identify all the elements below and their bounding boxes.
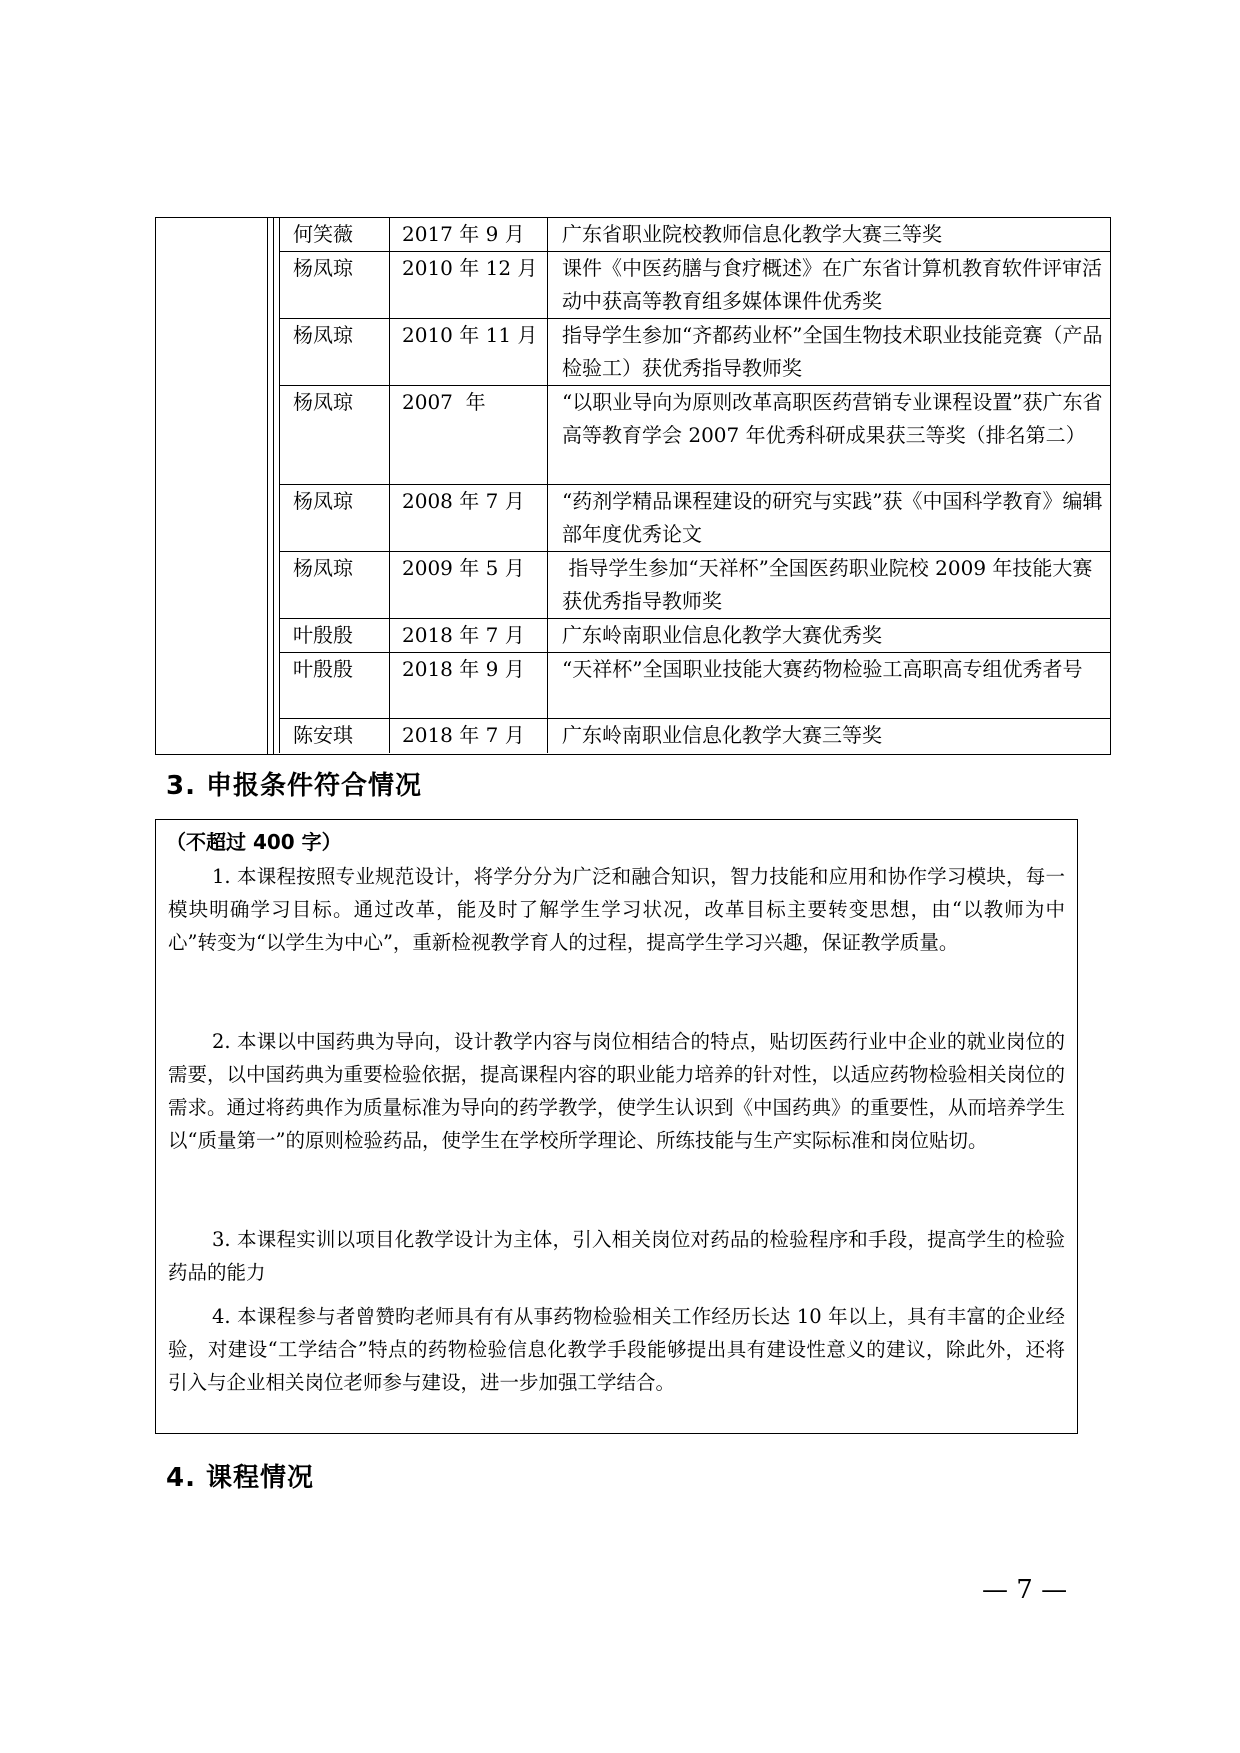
award-date: 2010 年 11 月 — [390, 319, 548, 386]
award-date: 2017 年 9 月 — [390, 218, 548, 252]
award-description: 广东岭南职业信息化教学大赛三等奖 — [548, 719, 1111, 753]
page-number: — 7 — — [982, 1575, 1068, 1605]
award-description: 课件《中医药膳与食疗概述》在广东省计算机教育软件评审活动中获高等教育组多媒体课件优秀奖 — [548, 252, 1111, 319]
award-date: 2018 年 7 月 — [390, 719, 548, 753]
award-description: 指导学生参加“齐都药业杯”全国生物技术职业技能竞赛（产品检验工）获优秀指导教师奖 — [548, 319, 1111, 386]
paragraph-2: 2. 本课以中国药典为导向，设计教学内容与岗位相结合的特点，贴切医药行业中企业的就业岗位的需要，以中国药典为重要检验依据，提高课程内容的职业能力培养的针对性，以适应药物检验相关岗位的需求。通过将药典作为质量标准为导向的药学教学，使学生认识到《中国药典》的重要性，从而培养学生以“质量第一”的原则检验药品，使学生在学校所学理论、所练技能与生产实际标准和岗位贴切。 — [168, 1030, 1066, 1152]
award-name: 陈安琪 — [280, 719, 390, 753]
paragraph-4: 4. 本课程参与者曾赞昀老师具有有从事药物检验相关工作经历长达 10 年以上，具有丰富的企业经验，对建设“工学结合”特点的药物检验信息化教学手段能够提出具有建设性意义的建议，除此外，还将引入与企业相关岗位老师参与建设，进一步加强工学结合。 — [168, 1305, 1065, 1394]
table-row — [280, 719, 1111, 753]
word-limit-note: （不超过 400 字） — [166, 830, 342, 854]
award-description: 指导学生参加“天祥杯”全国医药职业院校 2009 年技能大赛获优秀指导教师奖 — [548, 552, 1111, 619]
award-date: 2009 年 5 月 — [390, 552, 548, 619]
award-description: “药剂学精品课程建设的研究与实践”获《中国科学教育》编辑部年度优秀论文 — [548, 485, 1111, 552]
paragraph-3: 3. 本课程实训以项目化教学设计为主体，引入相关岗位对药品的检验程序和手段，提高学生的检验药品的能力 — [168, 1228, 1065, 1284]
award-date: 2008 年 7 月 — [390, 485, 548, 552]
award-name: 杨凤琼 — [280, 485, 390, 552]
award-description: “以职业导向为原则改革高职医药营销专业课程设置”获广东省高等教育学会 2007 年优秀科研成果获三等奖（排名第二） — [548, 386, 1111, 485]
table-row — [280, 619, 1111, 653]
table-row — [280, 218, 1111, 252]
award-name: 杨凤琼 — [280, 552, 390, 619]
paragraph-1: 1. 本课程按照专业规范设计，将学分分为广泛和融合知识，智力技能和应用和协作学习模块，每一模块明确学习目标。通过改革，能及时了解学生学习状况，改革目标主要转变思想，由“以教师为中心”转变为“以学生为中心”，重新检视教学育人的过程，提高学生学习兴趣，保证教学质量。 — [168, 865, 1065, 954]
frame-divider — [273, 218, 274, 754]
award-name: 杨凤琼 — [280, 386, 390, 485]
award-name: 叶殷殷 — [280, 653, 390, 719]
awards-table — [279, 218, 1111, 753]
award-date: 2018 年 7 月 — [390, 619, 548, 653]
award-description: 广东岭南职业信息化教学大赛优秀奖 — [548, 619, 1111, 653]
award-description: 广东省职业院校教师信息化教学大赛三等奖 — [548, 218, 1111, 252]
award-name: 叶殷殷 — [280, 619, 390, 653]
award-name: 何笑薇 — [280, 218, 390, 252]
table-row — [280, 386, 1111, 485]
award-name: 杨凤琼 — [280, 252, 390, 319]
awards-table-frame — [155, 217, 1111, 755]
award-description: “天祥杯”全国职业技能大赛药物检验工高职高专组优秀者号 — [548, 653, 1111, 719]
table-row — [280, 319, 1111, 386]
award-date: 2007 年 — [390, 386, 548, 485]
table-row — [280, 485, 1111, 552]
section-4-title: 4. 课程情况 — [166, 1463, 315, 1493]
award-date: 2018 年 9 月 — [390, 653, 548, 719]
section-3-box — [155, 819, 1078, 1434]
award-date: 2010 年 12 月 — [390, 252, 548, 319]
table-row — [280, 653, 1111, 719]
award-name: 杨凤琼 — [280, 319, 390, 386]
table-row — [280, 252, 1111, 319]
table-row — [280, 552, 1111, 619]
section-3-title: 3. 申报条件符合情况 — [166, 771, 423, 801]
frame-divider — [267, 218, 268, 754]
